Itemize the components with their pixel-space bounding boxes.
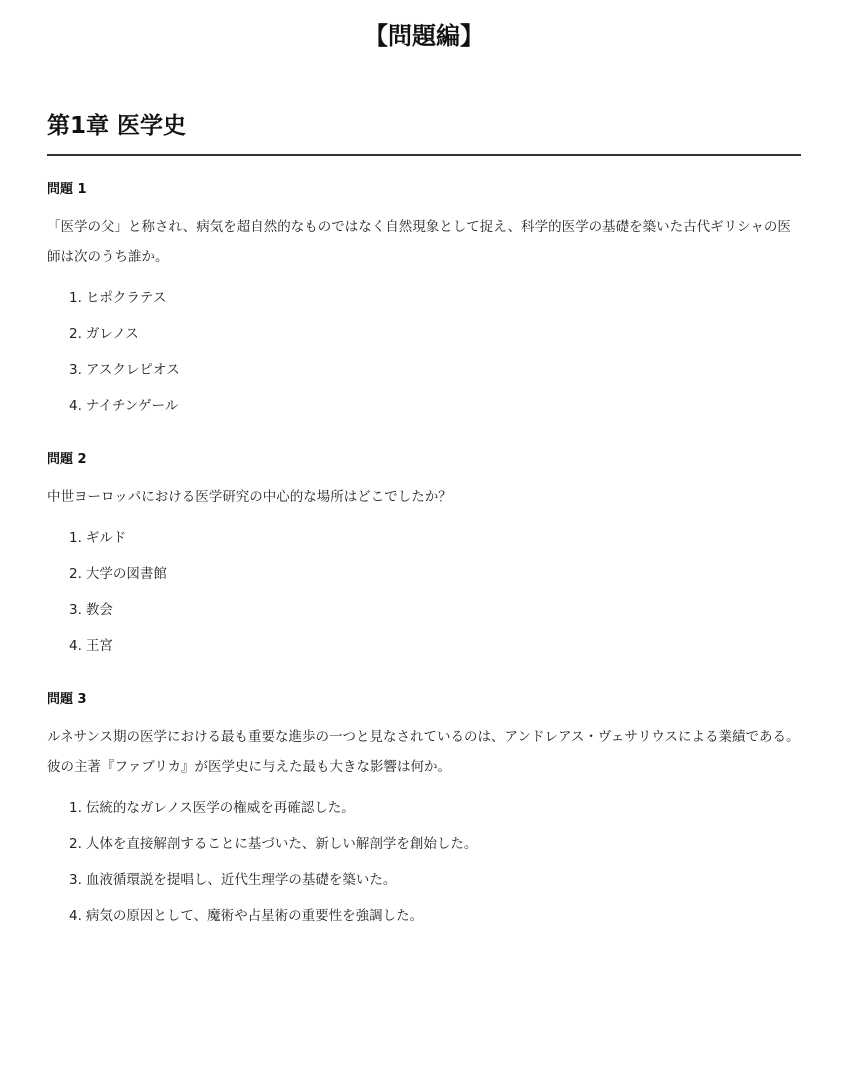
- choice-text: 大学の図書館: [85, 566, 167, 582]
- choice-text: ガレノス: [85, 326, 139, 342]
- choice-text: ヒポクラテス: [85, 290, 167, 306]
- choice-text: 王宮: [85, 638, 113, 654]
- question-label: 問題 2: [47, 452, 87, 467]
- choice-number: 4.: [69, 638, 82, 654]
- choice-item: [69, 388, 801, 424]
- choice-list: [47, 520, 801, 664]
- choice-item: [69, 898, 801, 934]
- choice-item: [69, 520, 801, 556]
- choice-number: 1.: [69, 530, 82, 546]
- question-text: 「医学の父」と称され、病気を超自然的なものではなく自然現象として捉え、科学的医学の基礎を築いた古代ギリシャの医師は次のうち誰か。: [47, 219, 791, 265]
- chapter-divider: [47, 154, 801, 156]
- question-list: [47, 180, 801, 934]
- choice-item: [69, 556, 801, 592]
- question-1: [47, 180, 801, 424]
- question-text: 中世ヨーロッパにおける医学研究の中心的な場所はどこでしたか？: [47, 489, 452, 505]
- choice-item: [69, 316, 801, 352]
- choice-item: [69, 790, 801, 826]
- choice-item: [69, 826, 801, 862]
- choice-text: 病気の原因として、魔術や占星術の重要性を強調した。: [85, 908, 424, 924]
- question-3: [47, 690, 801, 934]
- choice-number: 2.: [69, 326, 82, 342]
- choice-text: アスクレピオス: [85, 362, 180, 378]
- choice-number: 2.: [69, 566, 82, 582]
- choice-number: 3.: [69, 362, 82, 378]
- question-label: 問題 1: [47, 182, 87, 197]
- question-label: 問題 3: [47, 692, 87, 707]
- choice-number: 4.: [69, 398, 82, 414]
- document-title: 【問題編】: [364, 22, 484, 50]
- question-2: [47, 450, 801, 664]
- choice-text: 伝統的なガレノス医学の権威を再確認した。: [85, 800, 355, 816]
- choice-text: 人体を直接解剖することに基づいた、新しい解剖学を創始した。: [85, 836, 478, 852]
- choice-number: 3.: [69, 872, 82, 888]
- choice-list: [47, 280, 801, 424]
- choice-item: [69, 280, 801, 316]
- choice-item: [69, 628, 801, 664]
- choice-list: [47, 790, 801, 934]
- choice-item: [69, 862, 801, 898]
- chapter-title: 第1章 医学史: [47, 113, 187, 139]
- choice-number: 2.: [69, 836, 82, 852]
- choice-item: [69, 352, 801, 388]
- choice-text: 血液循環説を提唱し、近代生理学の基礎を築いた。: [85, 872, 397, 888]
- question-text: ルネサンス期の医学における最も重要な進歩の一つと見なされているのは、アンドレアス・ヴェサリウスによる業績である。彼の主著『ファブリカ』が医学史に与えた最も大きな影響は何か。: [47, 729, 800, 775]
- choice-text: 教会: [85, 602, 113, 618]
- choice-number: 1.: [69, 290, 82, 306]
- choice-text: ギルド: [85, 530, 127, 546]
- choice-number: 3.: [69, 602, 82, 618]
- choice-text: ナイチンゲール: [85, 398, 179, 414]
- choice-number: 1.: [69, 800, 82, 816]
- choice-number: 4.: [69, 908, 82, 924]
- choice-item: [69, 592, 801, 628]
